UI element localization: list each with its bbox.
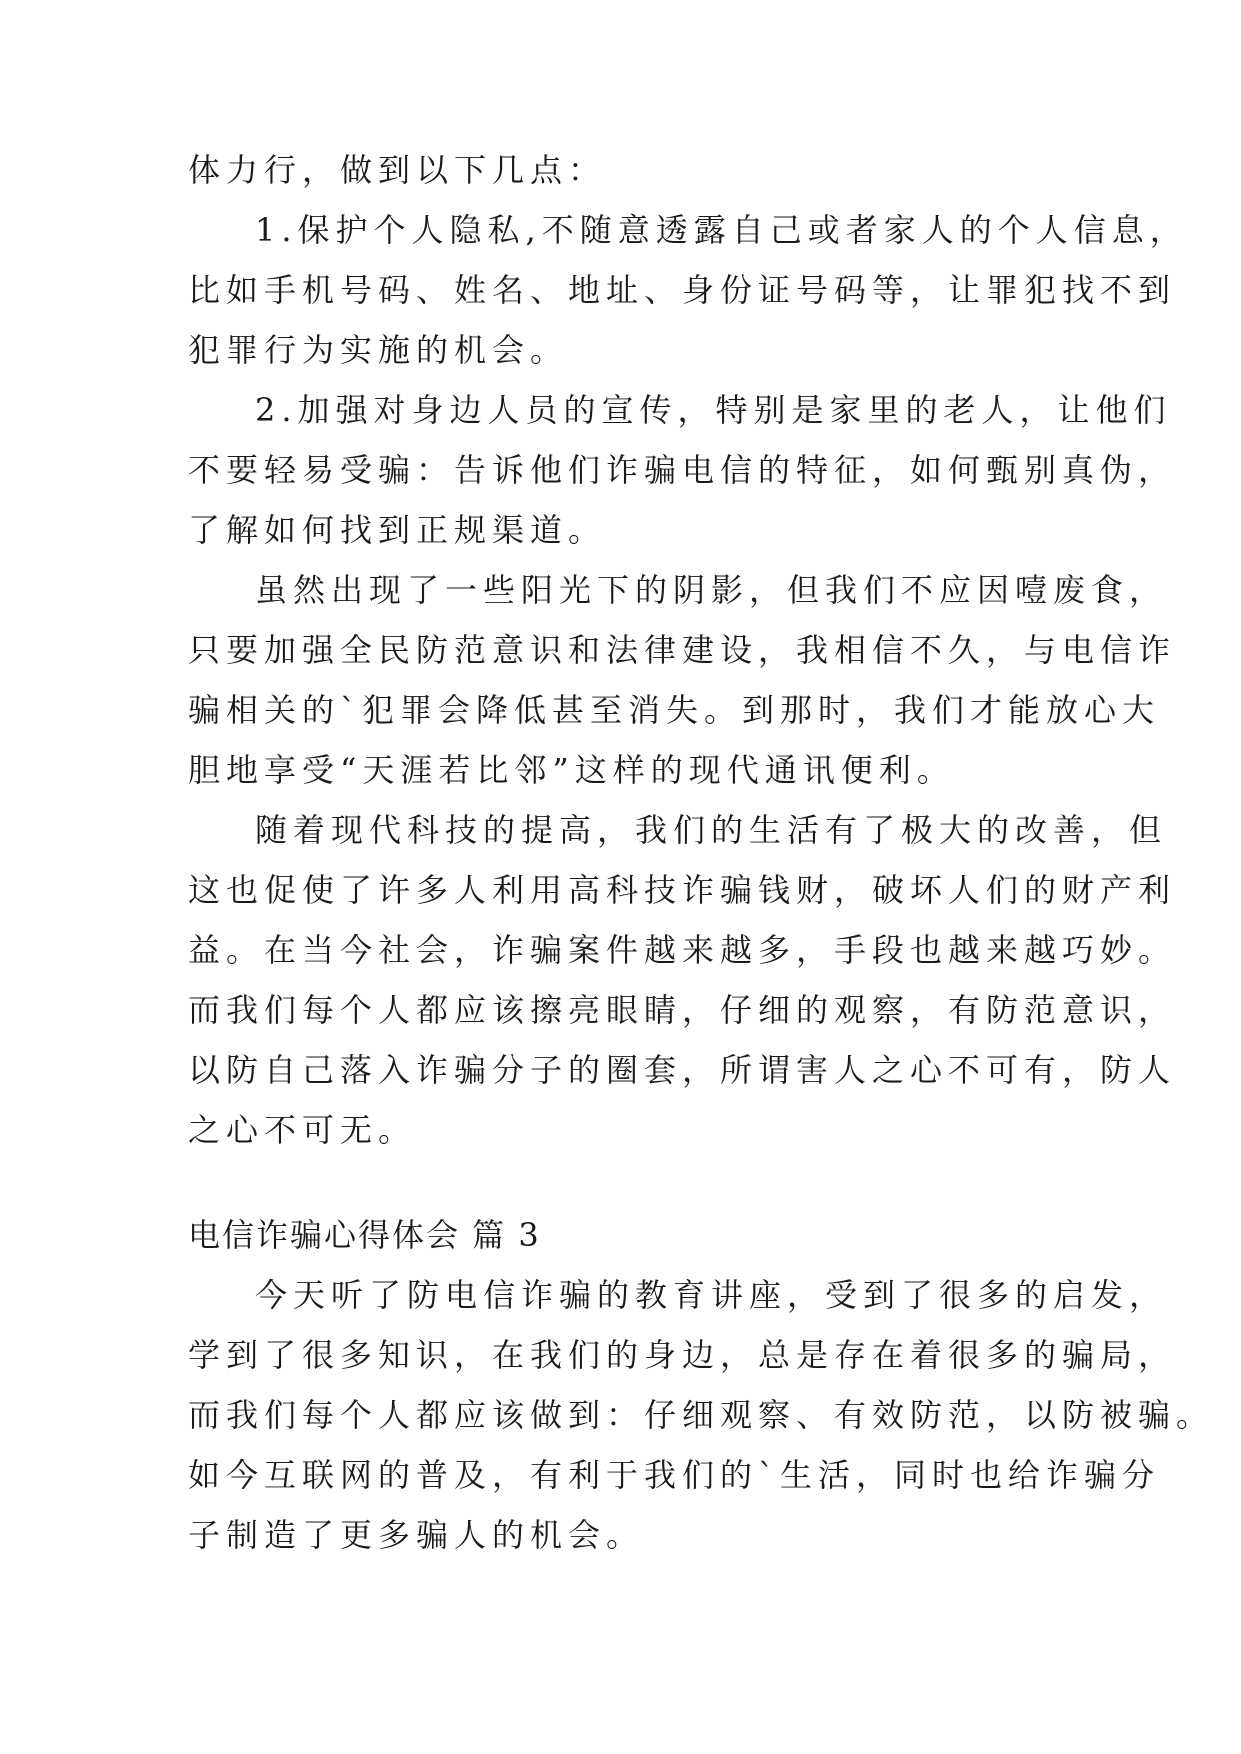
paragraph-line: 随着现代科技的提高，我们的生活有了极大的改善，但 bbox=[255, 811, 1168, 849]
paragraph-line: 骗相关的`犯罪会降低甚至消失。到那时，我们才能放心大 bbox=[188, 691, 1161, 729]
list-item-1-line: 犯罪行为实施的机会。 bbox=[188, 331, 569, 369]
section-heading: 电信诈骗心得体会 篇 3 bbox=[188, 1216, 541, 1254]
paragraph-line: 而我们每个人都应该擦亮眼睛，仔细的观察，有防范意识， bbox=[188, 991, 1177, 1029]
paragraph-line: 之心不可无。 bbox=[188, 1111, 417, 1149]
paragraph-line: 以防自己落入诈骗分子的圈套，所谓害人之心不可有，防人 bbox=[188, 1051, 1177, 1089]
paragraph-line: 这也促使了许多人利用高科技诈骗钱财，破坏人们的财产利 bbox=[188, 871, 1177, 909]
paragraph-line: 虽然出现了一些阳光下的阴影，但我们不应因噎废食， bbox=[255, 571, 1168, 609]
list-item-2-line: 2.加强对身边人员的宣传，特别是家里的老人，让他们 bbox=[255, 391, 1172, 429]
list-item-1-line: 1.保护个人隐私,不随意透露自己或者家人的个人信息， bbox=[255, 211, 1188, 249]
paragraph-line: 今天听了防电信诈骗的教育讲座，受到了很多的启发， bbox=[255, 1276, 1168, 1314]
paragraph-line: 而我们每个人都应该做到：仔细观察、有效防范，以防被骗。 bbox=[188, 1396, 1215, 1434]
list-item-2-line: 了解如何找到正规渠道。 bbox=[188, 511, 607, 549]
paragraph-line: 胆地享受“天涯若比邻”这样的现代通讯便利。 bbox=[188, 751, 955, 789]
paragraph-line: 子制造了更多骗人的机会。 bbox=[188, 1516, 645, 1554]
paragraph-line: 益。在当今社会，诈骗案件越来越多，手段也越来越巧妙。 bbox=[188, 931, 1177, 969]
paragraph-line: 学到了很多知识，在我们的身边，总是存在着很多的骗局， bbox=[188, 1336, 1177, 1374]
list-item-2-line: 不要轻易受骗：告诉他们诈骗电信的特征，如何甄别真伪， bbox=[188, 451, 1177, 489]
paragraph-line: 体力行，做到以下几点： bbox=[188, 151, 607, 189]
paragraph-line: 只要加强全民防范意识和法律建设，我相信不久，与电信诈 bbox=[188, 631, 1177, 669]
list-item-1-line: 比如手机号码、姓名、地址、身份证号码等，让罪犯找不到 bbox=[188, 271, 1177, 309]
paragraph-line: 如今互联网的普及，有利于我们的`生活，同时也给诈骗分 bbox=[188, 1456, 1161, 1494]
